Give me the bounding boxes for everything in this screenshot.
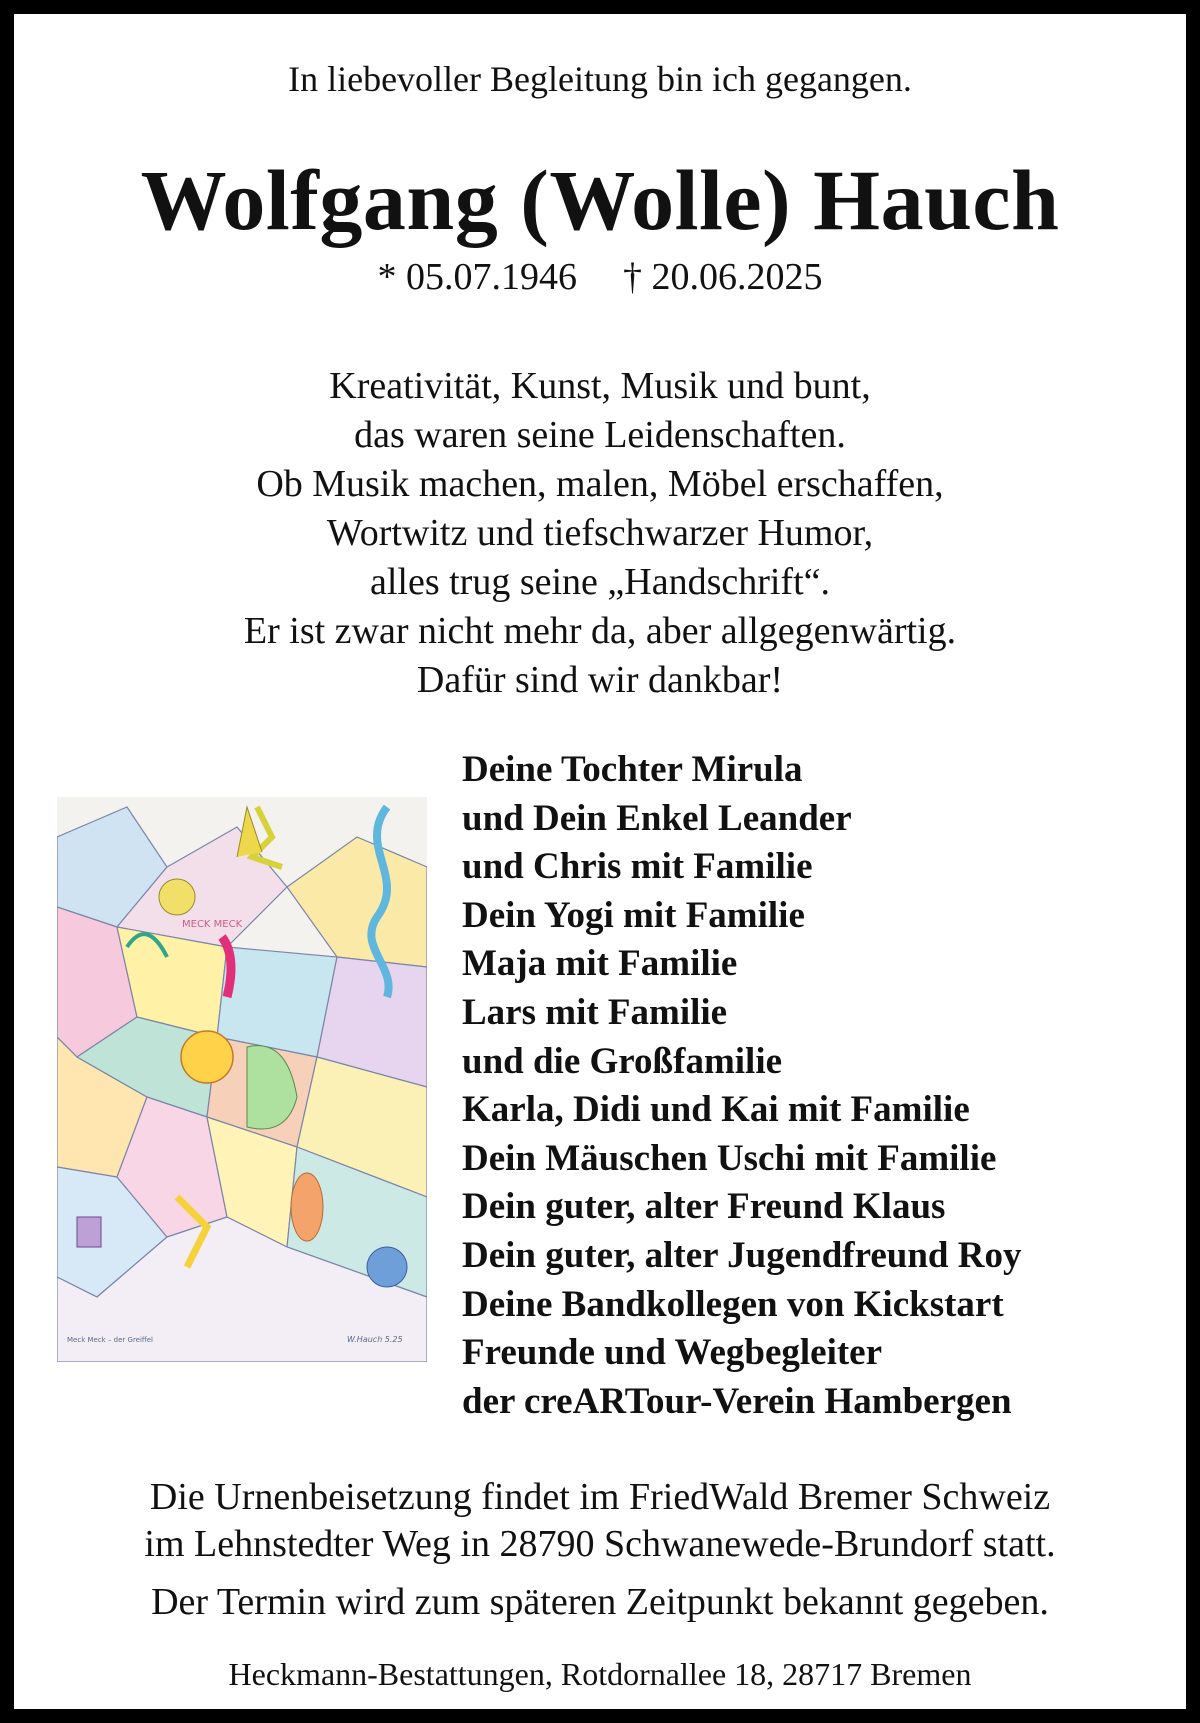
date-notice: Der Termin wird zum späteren Zeitpunkt bekannt gegeben. [151,1581,1049,1623]
funeral-home-address: Heckmann-Bestattungen, Rotdornallee 18, 28717 Bremen [228,1656,972,1692]
mourner-line: Deine Tochter Mirula [462,749,803,790]
artwork-caption: Meck Meck – der Greiffel [67,1336,153,1344]
mourners-list [462,746,1021,1426]
poem-line: Er ist zwar nicht mehr da, aber allgegenwärtig. [243,610,957,652]
mourner-line: Deine Bandkollegen von Kickstart [462,1283,1004,1325]
burial-info [14,1474,1186,1568]
mourner-line: und die Großfamilie [462,1040,783,1082]
mourner-line: der creARTour-Verein Hambergen [462,1380,1012,1422]
mourner-line: Dein guter, alter Freund Klaus [462,1186,946,1228]
poem-line: Dafür sind wir dankbar! [416,659,784,701]
life-dates [14,252,1186,302]
birth-date: * 05.07.1946 [377,256,577,298]
mourner-line: und Dein Enkel Leander [462,797,852,839]
intro-line: In liebevoller Begleitung bin ich gegangen. [288,59,912,99]
poem-line: das waren seine Leidenschaften. [354,414,846,456]
artwork-signature: W.Hauch 5.25 [347,1335,403,1344]
mourner-line: Dein guter, alter Jugendfreund Roy [462,1234,1022,1276]
poem-line: Wortwitz und tiefschwarzer Humor, [326,512,874,554]
poem-line: alles trug seine „Handschrift“. [369,561,831,603]
mourner-line: und Chris mit Familie [462,846,813,888]
mourner-line: Dein Yogi mit Familie [462,894,805,936]
burial-line: im Lehnstedter Weg in 28790 Schwanewede-Brundorf statt. [144,1523,1056,1565]
burial-line: Die Urnenbeisetzung findet im FriedWald Bremer Schweiz [149,1476,1051,1518]
mourner-line: Freunde und Wegbegleiter [462,1332,883,1374]
poem-line: Kreativität, Kunst, Musik und bunt, [329,365,871,407]
deceased-name: Wolfgang (Wolle) Hauch [140,152,1060,248]
mourner-line: Maja mit Familie [462,943,738,985]
mourner-line: Lars mit Familie [462,991,728,1033]
artwork-inscription: MECK MECK [182,919,243,930]
poem-line: Ob Musik machen, malen, Möbel erschaffen, [256,463,944,505]
mourner-line: Dein Mäuschen Uschi mit Familie [462,1137,997,1179]
artwork-painting [57,797,427,1362]
mourner-line: Karla, Didi und Kai mit Familie [462,1089,970,1131]
death-date: † 20.06.2025 [623,256,823,298]
poem [14,362,1186,705]
